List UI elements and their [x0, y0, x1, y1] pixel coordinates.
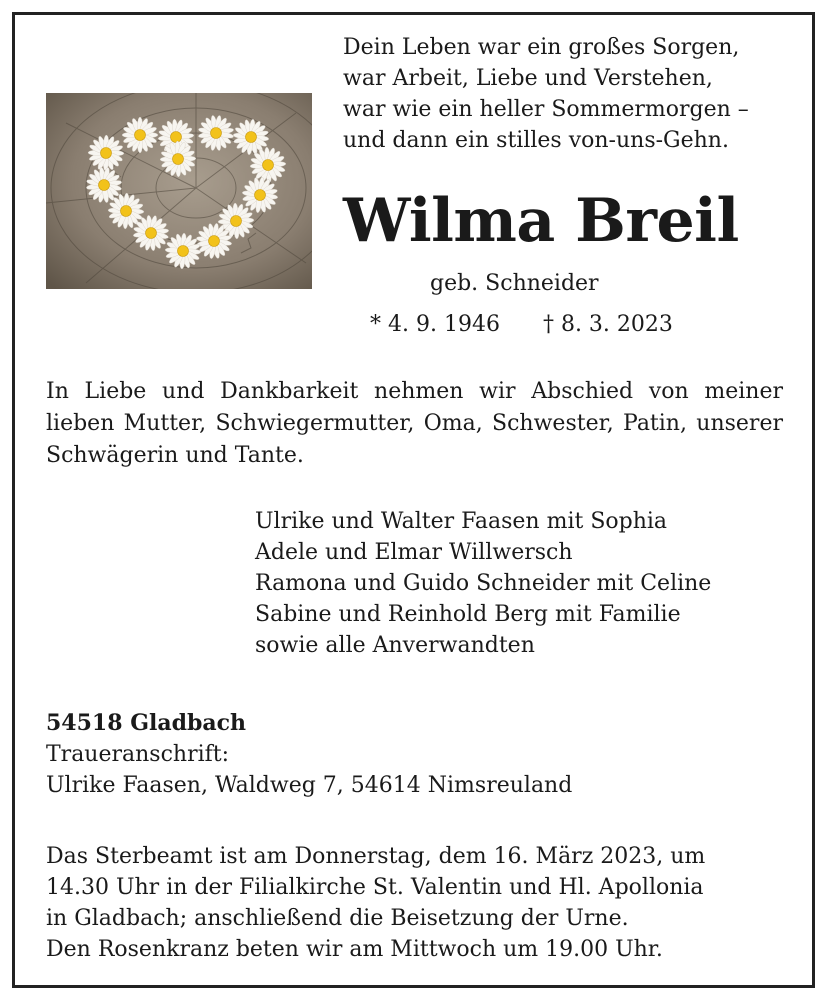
death-date: † 8. 3. 2023	[542, 312, 673, 337]
poem-line: war Arbeit, Liebe und Verstehen,	[343, 66, 713, 91]
service-line: in Gladbach; anschließend die Beisetzung der Urne.	[46, 906, 629, 931]
address: Ulrike Faasen, Waldweg 7, 54614 Nimsreuland	[46, 773, 573, 798]
daisy-heart-photo	[46, 93, 312, 289]
poem-line: und dann ein stilles von-uns-Gehn.	[343, 128, 729, 153]
mourner-entry: sowie alle Anverwandten	[255, 633, 535, 658]
mourning-address	[46, 708, 572, 801]
mourners-list	[255, 506, 711, 661]
life-dates	[370, 312, 673, 337]
daisy-icon	[160, 141, 196, 177]
deceased-name: Wilma Breil	[343, 186, 739, 256]
mourner-entry: Ramona und Guido Schneider mit Celine	[255, 571, 712, 596]
poem-line: Dein Leben war ein großes Sorgen,	[343, 35, 740, 60]
daisy-icon	[88, 135, 124, 171]
town: 54518 Gladbach	[46, 710, 247, 736]
mourner-entry: Ulrike und Walter Faasen mit Sophia	[255, 509, 668, 534]
service-line: 14.30 Uhr in der Filialkirche St. Valentin und Hl. Apollonia	[46, 875, 704, 900]
service-line: Das Sterbeamt ist am Donnerstag, dem 16. März 2023, um	[46, 844, 706, 869]
mourner-entry: Adele und Elmar Willwersch	[255, 540, 573, 565]
poem	[343, 32, 793, 156]
birth-date: * 4. 9. 1946	[370, 312, 500, 337]
farewell-text: In Liebe und Dankbarkeit nehmen wir Abschied von meiner lieben Mutter, Schwiegermutter, Oma, Schwester, Patin, unserer Schwägerin und Tante.	[46, 379, 783, 468]
service-line: Den Rosenkranz beten wir am Mittwoch um 19.00 Uhr.	[46, 937, 663, 962]
daisy-heart-icon	[46, 93, 312, 289]
address-label: Traueranschrift:	[46, 742, 230, 767]
daisy-icon	[122, 117, 158, 153]
maiden-name: geb. Schneider	[430, 271, 599, 296]
service-info	[46, 841, 791, 965]
poem-line: war wie ein heller Sommermorgen –	[343, 97, 749, 122]
mourner-entry: Sabine und Reinhold Berg mit Familie	[255, 602, 681, 627]
